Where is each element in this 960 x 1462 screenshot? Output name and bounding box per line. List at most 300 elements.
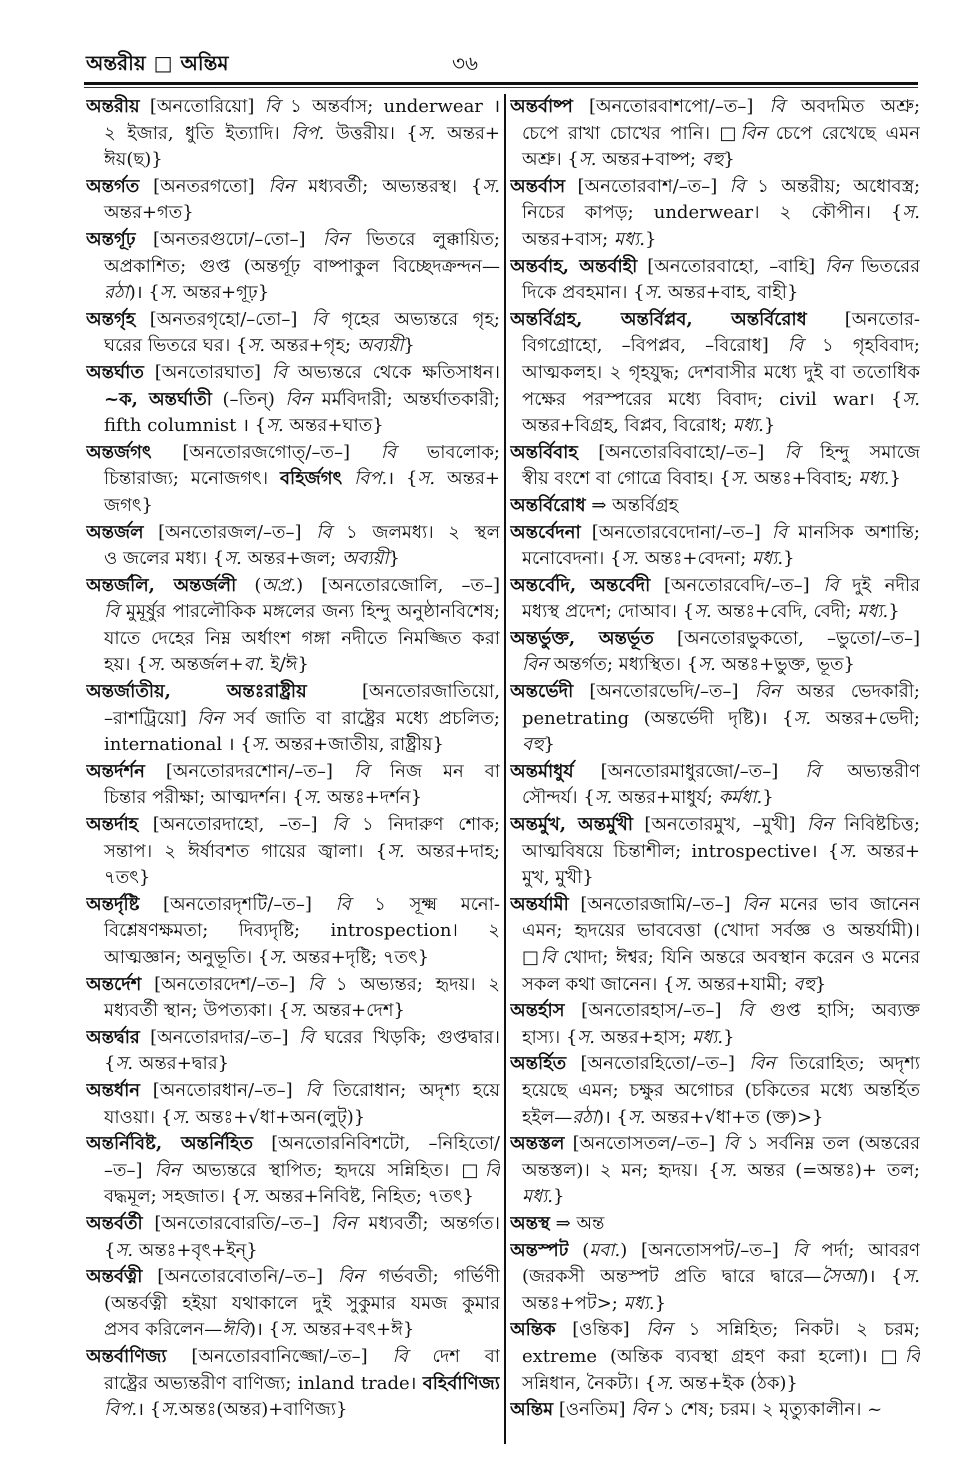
entry-text: । {: [387, 468, 418, 490]
grammar-label: বি: [738, 1000, 754, 1022]
entry-text: [অনতোরজগোত্/–ত–]: [151, 441, 381, 463]
dictionary-entry: [86, 759, 500, 812]
grammar-label: স.: [269, 947, 287, 968]
grammar-label: স.: [902, 202, 920, 224]
entry-line: [86, 972, 500, 999]
grammar-label: স.: [902, 388, 920, 410]
entry-text: মধ্যস্থ প্রদেশ; দোআব। {: [522, 601, 695, 623]
grammar-label: স.: [280, 1319, 298, 1341]
entry-text: হাস্য। {: [522, 1026, 578, 1048]
entry-line: [86, 121, 500, 148]
dictionary-entry: [510, 1131, 920, 1211]
entry-line: [86, 1397, 500, 1424]
headword: অন্তস্পট: [510, 1239, 569, 1261]
headword: অন্তর্গত: [86, 175, 140, 197]
entry-line: [510, 227, 920, 254]
grammar-label: বি: [904, 1345, 920, 1367]
headword: অন্তর্দেশ: [86, 973, 142, 995]
entry-text: হিন্দু সমাজে: [799, 441, 920, 463]
grammar-label: মধ্য.: [732, 415, 764, 437]
entry-line: [86, 839, 500, 866]
grammar-label: বিন: [522, 654, 548, 676]
entry-text: অবদমিত অশ্রু;: [784, 96, 920, 117]
entry-text: মর্মবিদারী; অন্তর্ঘাতকারী;: [311, 388, 500, 410]
grammar-label: রঠা: [572, 1106, 597, 1128]
grammar-label: বহু: [522, 734, 544, 756]
entry-text: নিবিষ্টচিত্ত;: [832, 814, 920, 836]
dictionary-entry: [510, 1238, 920, 1318]
headword: অন্তর্বাস: [510, 175, 566, 197]
entry-text: অন্তঃ+ভুক্ত, ভূত}: [715, 654, 855, 676]
grammar-label: বিপ.: [104, 1399, 138, 1421]
entry-text: হইল—: [522, 1106, 573, 1128]
entry-text: }: [723, 149, 735, 171]
grammar-label: স.: [387, 840, 405, 862]
entry-line: [510, 1371, 920, 1398]
grammar-label: মধ্য.: [692, 1026, 724, 1048]
entry-text: [অনতোরবোতনি/–ত–]: [142, 1266, 338, 1288]
grammar-label: বি: [305, 1079, 321, 1101]
entry-line: [510, 706, 920, 733]
entry-text: মানসিক অশান্তি;: [787, 521, 920, 543]
entry-text: [অনতরগতো]: [139, 175, 269, 197]
entry-text: অন্তর+বাস;: [522, 228, 614, 250]
headword: অন্তর্ধান: [86, 1079, 141, 1101]
grammar-label: স.: [482, 175, 500, 197]
headword: অন্তর্দাহ: [86, 814, 139, 836]
column-divider: [504, 94, 506, 1444]
entry-line: [86, 360, 500, 387]
entry-line: [510, 546, 920, 573]
dictionary-entry: [510, 1051, 920, 1131]
entry-line: [510, 1291, 920, 1318]
entry-text: ভিতরের: [850, 255, 920, 277]
entry-text: হয়। {: [104, 654, 148, 676]
grammar-label: বি: [307, 973, 324, 995]
entry-text: )। {: [249, 1319, 281, 1341]
entry-line: [510, 466, 920, 493]
entry-text: ) [অনতোরজোলি, –ত–]: [296, 574, 500, 596]
entry-text: অন্তর+দাহ;: [404, 840, 500, 862]
headword: অন্তর্দৃষ্টি: [86, 893, 140, 915]
grammar-label: বিন: [631, 1399, 658, 1421]
entry-text: ও জলের মধ্য। {: [104, 548, 225, 570]
entry-text: সৌন্দর্য। {: [522, 787, 595, 809]
entry-line: [86, 759, 500, 786]
entry-line: [86, 1025, 500, 1052]
headword: অন্তিম: [510, 1399, 554, 1421]
entry-text: [অনতোরবাশপো/–ত–]: [572, 96, 770, 117]
dictionary-entry: [86, 307, 500, 360]
entry-text: অশ্রু। {: [522, 149, 579, 171]
grammar-label: স.: [644, 282, 663, 304]
entry-line: [86, 865, 500, 892]
entry-text: চিন্তারাজ্য; মনোজগৎ।: [104, 468, 281, 490]
entry-line: [86, 546, 500, 573]
entry-text: ঘরের খিড়কি; গুপ্তদ্বার।: [314, 1026, 500, 1048]
entry-text: চিন্তার পরীক্ষা; আত্মদর্শন। {: [104, 787, 304, 809]
dictionary-entry: [510, 520, 920, 573]
entry-text: [অনতরগুঢো/–তো–]: [135, 228, 323, 250]
grammar-label: অপ্র.: [261, 574, 297, 596]
entry-line: [510, 1025, 920, 1052]
grammar-label: বি: [771, 521, 788, 543]
entry-text: [ওনতিম]: [553, 1399, 632, 1421]
entry-text: [অনতোরমাধুরজো/–ত–]: [573, 760, 806, 782]
entry-text: (: [236, 574, 262, 596]
entry-line: [86, 626, 500, 653]
entry-text: অভ্যন্তরে স্থাপিত; হৃদয়ে সন্নিহিত। □: [180, 1159, 485, 1181]
entry-text: }: [814, 973, 827, 995]
header-rule: [84, 82, 918, 85]
grammar-label: বি: [311, 308, 328, 330]
entry-text: }: [723, 1026, 735, 1048]
headword: অন্তিক: [510, 1319, 556, 1341]
entry-text: অন্তঃ+বিবাহ;: [748, 468, 859, 490]
grammar-label: সৈআ: [821, 1266, 862, 1288]
entry-text: সর্ব জাতি বা রাষ্ট্রের মধ্যে প্রচলিত;: [223, 707, 500, 729]
grammar-label: বিপ.: [354, 468, 388, 490]
entry-text: [অনতোরহিতো/–ত–]: [566, 1053, 750, 1075]
headword: অন্তর্জলি, অন্তর্জলী: [86, 574, 237, 596]
entry-line: [510, 1211, 920, 1238]
grammar-label: বি: [316, 521, 332, 543]
grammar-label: বি: [823, 574, 839, 596]
entry-text: অভ্যন্তরে থেকে ক্ষতিসাধন।: [286, 361, 500, 383]
grammar-label: স.: [621, 548, 640, 570]
entry-text: চেপে রাখা চোখের পানি। □: [522, 122, 741, 144]
entry-text: রাষ্ট্রের অভ্যন্তরীণ বাণিজ্য; inland trade।: [104, 1372, 423, 1394]
entry-line: [86, 1078, 500, 1105]
grammar-label: মধ্য.: [522, 1186, 554, 1208]
entry-text: [অনতোরহাস/–ত–]: [564, 1000, 739, 1022]
entry-text: বিশ্লেষণক্ষমতা; দিব্যদৃষ্টি; introspection। ২: [104, 920, 500, 942]
dictionary-entry: [510, 1211, 920, 1238]
entry-line: [510, 945, 920, 972]
entry-text: অন্তর্গত; মধ্যস্থিত। {: [547, 654, 699, 676]
entry-line: [510, 333, 920, 360]
entry-text: অন্তর+: [856, 840, 920, 862]
entry-text: মনের ভাব জানেন: [768, 893, 920, 915]
headword: অন্তর্ঘাত: [86, 361, 144, 383]
entry-line: [510, 121, 920, 148]
grammar-label: স.: [247, 335, 266, 357]
entry-text: {: [104, 1239, 116, 1261]
entry-text: extreme (অন্তিক ব্যবস্থা গ্রহণ করা হলো)। □: [522, 1345, 905, 1367]
grammar-label: স.: [417, 468, 436, 490]
grammar-label: স.: [674, 973, 693, 995]
entry-text: ভাবলোক;: [396, 441, 500, 463]
entry-text: [অনতোরঘাত]: [143, 361, 272, 383]
entry-text: }: [388, 548, 400, 570]
entry-text: অন্তর+নিবিষ্ট, নিহিত; ৭তৎ}: [259, 1186, 474, 1208]
entry-line: [510, 1158, 920, 1185]
entry-line: [86, 493, 500, 520]
grammar-label: বি: [271, 361, 287, 383]
entry-text: পর্দা; আবরণ: [807, 1239, 920, 1261]
dictionary-entry: [86, 1264, 500, 1344]
entry-line: [86, 1371, 500, 1398]
headword: অন্তর্দর্শন: [86, 760, 145, 782]
entry-text: বদ্ধমূল; সহজাত। {: [104, 1186, 243, 1208]
entry-text: জগৎ}: [104, 494, 153, 516]
grammar-label: স.: [417, 122, 436, 144]
entry-text: –ত–]: [104, 1159, 155, 1181]
entry-text: অন্তঃ+বেদি, বেদী;: [711, 601, 858, 623]
entry-line: [86, 1344, 500, 1371]
entry-text: ⇒ অন্ত: [549, 1212, 605, 1234]
grammar-label: স.: [172, 1106, 190, 1128]
entry-text: অন্তর+যামী;: [692, 973, 794, 995]
dictionary-entry: [510, 307, 920, 440]
grammar-label: বি: [264, 96, 280, 117]
entry-text: }: [403, 335, 415, 357]
entry-line: [510, 254, 920, 281]
headword: অন্তর্বিগ্রহ, অন্তর্বিপ্লব, অন্তর্বিরোধ: [510, 308, 807, 330]
entry-text: ঘরের ভিতরে ঘর। {: [104, 335, 248, 357]
entry-text: (জরকসী অন্তস্পট প্রতি দ্বারে দ্বারে—: [522, 1266, 822, 1288]
grammar-label: স.: [266, 415, 284, 437]
headword: অন্তর্বিরোধ: [510, 494, 586, 516]
entry-line: [86, 1051, 500, 1078]
entry-line: [86, 333, 500, 360]
entry-text: [অনতোরভেদি/–ত–]: [573, 681, 755, 703]
entry-text: আত্মবিষয়ে চিন্তাশীল; introspective। {: [522, 840, 840, 862]
entry-line: [510, 1078, 920, 1105]
grammar-label: মধ্য.: [858, 468, 890, 490]
headword: অন্তর্জল: [86, 521, 144, 543]
entry-text: অন্তর+হাস;: [595, 1026, 693, 1048]
entry-text: [অনতোরজামি/–ত–]: [568, 893, 743, 915]
headword: অন্তর্জগৎ: [86, 441, 152, 463]
grammar-label: বিন: [646, 1319, 673, 1341]
grammar-label: বি: [792, 1239, 808, 1261]
entry-text: □: [522, 947, 541, 968]
headword: অন্তর্বিবাহ: [510, 441, 578, 463]
entry-line: [510, 1051, 920, 1078]
grammar-label: বিন: [197, 707, 224, 729]
grammar-label: স.: [147, 654, 166, 676]
entry-text: নিচের কাপড়; underwear। ২ কৌপীন। {: [522, 202, 903, 224]
entry-line: [86, 1158, 500, 1185]
grammar-label: স.: [251, 734, 270, 756]
entry-line: [510, 440, 920, 467]
entry-text: ১ শেষ; চরম। ২ মৃত্যুকালীন। ~: [657, 1399, 883, 1421]
entry-text: অন্তর+বিগ্রহ, বিপ্লব, বিরোধ;: [522, 415, 733, 437]
grammar-label: বিন: [825, 255, 851, 277]
entry-line: [510, 280, 920, 307]
entry-text: penetrating (অন্তর্ভেদী দৃষ্টি)। {: [522, 707, 794, 729]
entry-text: [অনতোরবেদি/–ত–]: [650, 574, 824, 596]
entry-text: মুমূর্ষুর পারলৌকিক মঙ্গলের জন্য হিন্দু অনুষ্ঠানবিশেষ;: [119, 601, 500, 623]
entry-text: ১ সর্বনিম্ন তল (অন্তরের: [738, 1133, 920, 1155]
entry-text: দেশ বা: [407, 1345, 500, 1367]
headword: অন্তর্যামী: [510, 893, 569, 915]
entry-text: তিরোধান; অদৃশ্য হয়ে: [320, 1079, 500, 1101]
entry-line: [510, 759, 920, 786]
headword: অন্তর্বাষ্প: [510, 96, 573, 117]
dictionary-entry: [86, 94, 500, 174]
grammar-label: বি: [380, 441, 396, 463]
dictionary-entry: [510, 174, 920, 254]
entry-line: [510, 865, 920, 892]
right-column: [510, 94, 920, 1430]
grammar-label: বিন: [742, 893, 769, 915]
grammar-label: বিন: [749, 1053, 776, 1075]
entry-text: তিরোহিত; অদৃশ্য: [775, 1053, 920, 1075]
entry-line: [86, 785, 500, 812]
headword: অন্তস্থ: [510, 1212, 550, 1234]
grammar-label: স.: [224, 548, 242, 570]
grammar-label: স.: [656, 1372, 674, 1394]
entry-line: [86, 227, 500, 254]
entry-line: [510, 1131, 920, 1158]
entry-text: [অনতোরজাতিয়ো,: [306, 681, 500, 703]
entry-line: [510, 174, 920, 201]
entry-text: সন্তাপ। ২ ঈর্ষাবশত গায়ের জ্বালা। {: [104, 840, 388, 862]
headword: অন্তর্গৃহ: [86, 308, 136, 330]
grammar-label: মধ্য.: [623, 1292, 655, 1314]
entry-text: উত্তরীয়। {: [324, 122, 418, 144]
grammar-label: স.: [730, 468, 749, 490]
grammar-label: স.: [242, 1186, 260, 1208]
entry-text: গৃহের অভ্যন্তরে গৃহ;: [327, 308, 500, 330]
entry-text: –রাশট্রিয়ো]: [104, 707, 198, 729]
entry-line: [510, 732, 920, 759]
grammar-label: বিন: [154, 1159, 181, 1181]
entry-text: সকল কথা জানেন। {: [522, 973, 675, 995]
entry-line: [510, 94, 920, 121]
entry-line: [510, 413, 920, 440]
entry-line: [510, 599, 920, 626]
entry-text: যাওয়া। {: [104, 1106, 173, 1128]
grammar-label: স.: [839, 840, 857, 862]
grammar-label: বিন: [285, 388, 312, 410]
entry-text: গুপ্ত হাসি; অব্যক্ত: [753, 1000, 920, 1022]
entry-line: [510, 892, 920, 919]
grammar-label: বি: [787, 335, 803, 357]
entry-text: international । {: [104, 734, 252, 756]
grammar-label: বিন: [807, 814, 833, 836]
grammar-label: মধ্য.: [752, 548, 784, 570]
grammar-label: বি: [353, 760, 370, 782]
entry-text: অপ্রকাশিত; গুপ্ত (অন্তর্গূঢ় বাষ্পাকুল বিচ্ছেদক্রন্দন—: [104, 255, 500, 277]
entry-text: ১ নিদারুণ শোক;: [347, 814, 500, 836]
entry-text: গর্ভবতী; গর্ভিণী: [363, 1266, 500, 1288]
entry-text: হয়েছে এমন; চক্ষুর অগোচর (চকিতের মধ্যে অন্তর্হিত: [522, 1079, 920, 1101]
headword: অন্তর্নিবিষ্ট, অন্তর্নিহিত: [86, 1133, 253, 1155]
entry-line: [86, 1317, 500, 1344]
dictionary-entry: [510, 573, 920, 626]
entry-text: অন্তঃ+বৃৎ+ইন্}: [133, 1239, 258, 1261]
dictionary-entry: [510, 812, 920, 892]
left-column: [86, 94, 500, 1430]
dictionary-entry: [510, 1317, 920, 1397]
grammar-label: বি: [484, 1159, 500, 1181]
entry-text: দুই নদীর: [838, 574, 920, 596]
entry-text: [অনতোরদার/–ত–]: [139, 1026, 299, 1048]
entry-text: ) [অনতোসপট/–ত–]: [620, 1239, 793, 1261]
headword: অন্তর্হিত: [510, 1053, 567, 1075]
dictionary-entry: [510, 1397, 920, 1424]
entry-line: [86, 892, 500, 919]
dictionary-entry: [510, 892, 920, 998]
dictionary-entry: [510, 94, 920, 174]
grammar-label: মধ্য.: [613, 228, 645, 250]
entry-text: [অনতোরবাশ/–ত–]: [565, 175, 730, 197]
entry-text: [অনতোরজল/–ত–]: [143, 521, 317, 543]
entry-text: যাতে দেহের নিম্ন অর্ধাংশ গঙ্গা নদীতে নিমজ্জিত করা: [104, 627, 500, 649]
entry-text: [ওন্তিক]: [555, 1319, 647, 1341]
entry-text: অন্তর+√ধা+ত (ক্ত)>}: [645, 1106, 824, 1128]
entry-text: fifth columnist । {: [104, 415, 267, 437]
entry-line: [86, 679, 500, 706]
entry-line: [86, 1291, 500, 1318]
entry-text: ১ জলমধ্য। ২ স্থল: [331, 521, 500, 543]
entry-line: [86, 599, 500, 626]
entry-text: অন্তর+ভেদী;: [811, 707, 920, 729]
guide-word-first: অন্তরীয়: [86, 51, 146, 75]
entry-text: [অনতোরধান/–ত–]: [140, 1079, 306, 1101]
grammar-label: ঈবি: [222, 1319, 250, 1341]
headword: অন্তর্মুখ, অন্তর্মুখী: [510, 814, 633, 836]
entry-text: মধ্যবর্তী স্থান; উপত্যকা। {: [104, 1000, 290, 1022]
entry-text: এমন; হৃদয়ের ভাববেত্তা (খোদা সর্বজ্ঞ ও অন্তর্যামী)।: [522, 920, 920, 942]
dictionary-entry: [510, 626, 920, 679]
entry-text: {: [104, 1053, 116, 1075]
grammar-label: রঠা: [104, 282, 129, 304]
entry-text: অন্তঃ(অন্তর)+বাণিজ্য}: [178, 1399, 348, 1421]
entry-text: অন্তর+গৃহ;: [265, 335, 357, 357]
grammar-label: স.: [161, 1399, 179, 1421]
entry-line: [510, 626, 920, 653]
entry-text: [অনতোরদৃশটি/–ত–]: [139, 893, 336, 915]
entry-line: [86, 918, 500, 945]
grammar-label: বি: [392, 1345, 408, 1367]
bold-term: বহির্জগৎ: [280, 468, 343, 490]
headword: অন্তরীয়: [86, 96, 140, 117]
dictionary-entry: [86, 1344, 500, 1424]
entry-text: আত্মজ্ঞান; অনুভূতি। {: [104, 947, 270, 968]
entry-text: অন্তর+জাতীয়, রাষ্ট্রীয়}: [269, 734, 444, 756]
entry-line: [86, 573, 500, 600]
entry-line: [86, 706, 500, 733]
entry-line: [510, 573, 920, 600]
grammar-label: স.: [719, 1159, 738, 1181]
page-number: ৩৬: [452, 51, 479, 75]
grammar-label: স.: [159, 282, 178, 304]
entry-line: [510, 1397, 920, 1424]
grammar-label: স.: [694, 601, 712, 623]
entry-line: [86, 174, 500, 201]
dictionary-entry: [86, 812, 500, 892]
grammar-label: বি: [104, 601, 120, 623]
entry-text: [অনতোরদেশ/–ত–]: [141, 973, 308, 995]
entry-text: প্রসব করিলেন—: [104, 1319, 223, 1341]
entry-line: [510, 918, 920, 945]
entry-text: ১ গৃহবিবাদ;: [802, 335, 920, 357]
entry-line: [510, 1264, 920, 1291]
grammar-label: বিন: [337, 1266, 364, 1288]
headword: অন্তর্বত্নী: [86, 1266, 143, 1288]
entry-text: দিকে প্রবহমান। {: [522, 282, 645, 304]
entry-text: [অনতোরভুকতো, –ভুতো/–ত–]: [653, 627, 920, 649]
entry-text: অন্তর+মাধুর্য;: [612, 787, 719, 809]
entry-text: (: [568, 1239, 590, 1261]
headword: অন্তর্হাস: [510, 1000, 565, 1022]
entry-line: [86, 387, 500, 414]
entry-text: অন্ত+ইক (ঠক)}: [673, 1372, 798, 1394]
